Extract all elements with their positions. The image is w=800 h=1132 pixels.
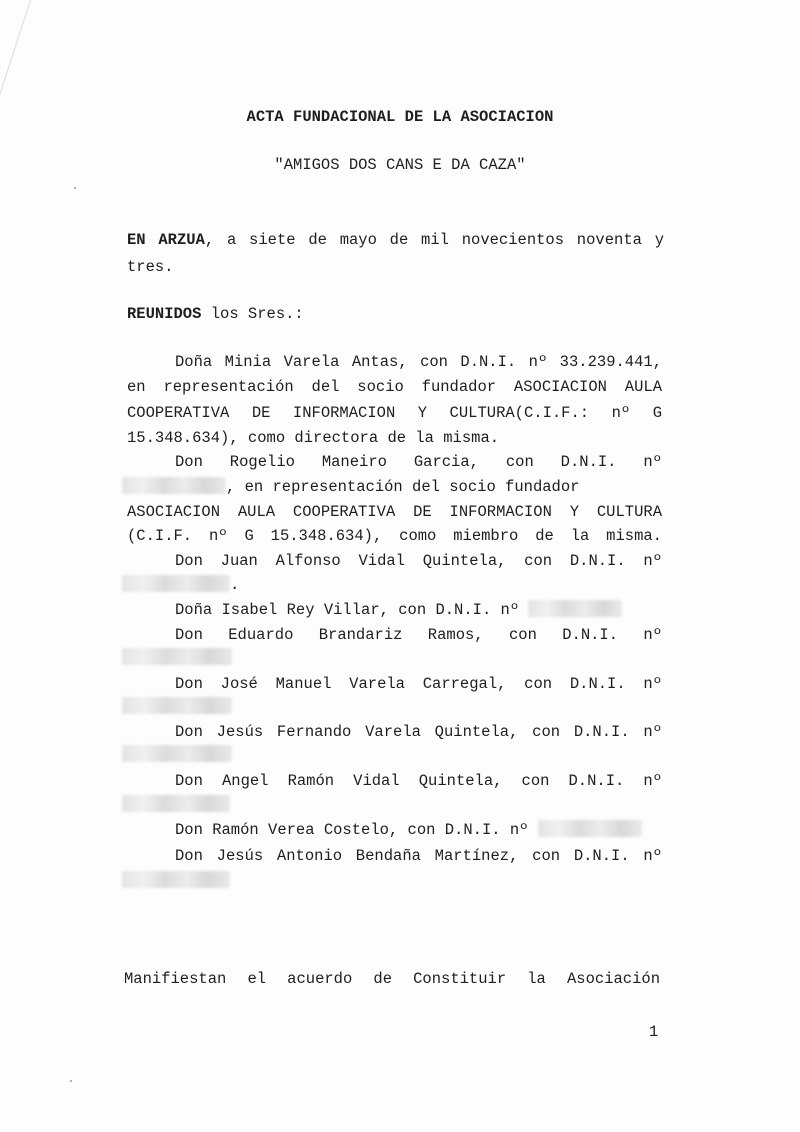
scan-speck [74, 187, 76, 189]
p9-line-1 [175, 820, 642, 840]
association-name: "AMIGOS DOS CANS E DA CAZA" [274, 156, 526, 174]
intro-line-1 [127, 230, 664, 250]
p3-line-2-text: . [230, 576, 240, 594]
p1-line-2: en representación del socio fundador ASOCIACION AULA [127, 378, 662, 396]
gathered-line [127, 304, 304, 324]
intro-place: EN ARZUA [127, 231, 205, 249]
p1-line-3: COOPERATIVA DE INFORMACION Y CULTURA(C.I.F.: nº G [127, 404, 662, 422]
redacted-dni [538, 820, 642, 837]
p5-line-2 [122, 648, 232, 668]
closing-line: Manifiestan el acuerdo de Constituir la Asociación [124, 970, 660, 988]
p9-text: Don Ramón Verea Costelo, con D.N.I. nº [175, 821, 529, 839]
p2-line-2-text: , en representación del socio fundador [226, 478, 580, 496]
redacted-dni [528, 600, 622, 617]
p2-line-1: Don Rogelio Maneiro Garcia, con D.N.I. nº [175, 453, 662, 471]
p10-line-1: Don Jesús Antonio Bendaña Martínez, con D.N.I. nº [175, 847, 662, 865]
intro-line-2: tres. [127, 258, 174, 276]
p2-line-3: ASOCIACION AULA COOPERATIVA DE INFORMACION Y CULTURA [127, 503, 662, 521]
redacted-dni [122, 795, 230, 812]
p4-line-1 [175, 600, 622, 620]
p7-line-1: Don Jesús Fernando Varela Quintela, con D.N.I. nº [175, 723, 662, 741]
p5-line-1: Don Eduardo Brandariz Ramos, con D.N.I. nº [175, 626, 662, 644]
p4-text: Doña Isabel Rey Villar, con D.N.I. nº [175, 601, 520, 619]
p7-line-2 [122, 745, 232, 765]
document-title: ACTA FUNDACIONAL DE LA ASOCIACION [246, 108, 554, 126]
p6-line-1: Don José Manuel Varela Carregal, con D.N.I. nº [175, 675, 662, 693]
p10-line-2 [122, 871, 230, 891]
page-number: 1 [649, 1023, 659, 1041]
gathered-label: REUNIDOS [127, 305, 202, 323]
p8-line-1: Don Angel Ramón Vidal Quintela, con D.N.I. nº [175, 772, 662, 790]
p2-line-4: (C.I.F. nº G 15.348.634), como miembro de la misma. [127, 527, 662, 545]
p1-line-1: Doña Minia Varela Antas, con D.N.I. nº 33.239.441, [175, 353, 662, 371]
redacted-dni [122, 575, 230, 592]
scan-speck [70, 1080, 72, 1082]
p2-line-2 [122, 477, 579, 497]
p3-line-2 [122, 575, 239, 595]
gathered-rest: los Sres.: [201, 305, 304, 323]
redacted-dni [122, 697, 232, 714]
scan-mark [0, 0, 31, 114]
p8-line-2 [122, 795, 230, 815]
redacted-dni [122, 477, 226, 494]
p6-line-2 [122, 697, 232, 717]
p3-line-1: Don Juan Alfonso Vidal Quintela, con D.N.I. nº [175, 552, 662, 570]
redacted-dni [122, 648, 232, 665]
intro-date: , a siete de mayo de mil novecientos noventa y [204, 231, 664, 249]
redacted-dni [122, 871, 230, 888]
redacted-dni [122, 745, 232, 762]
p1-line-4: 15.348.634), como directora de la misma. [127, 429, 500, 447]
